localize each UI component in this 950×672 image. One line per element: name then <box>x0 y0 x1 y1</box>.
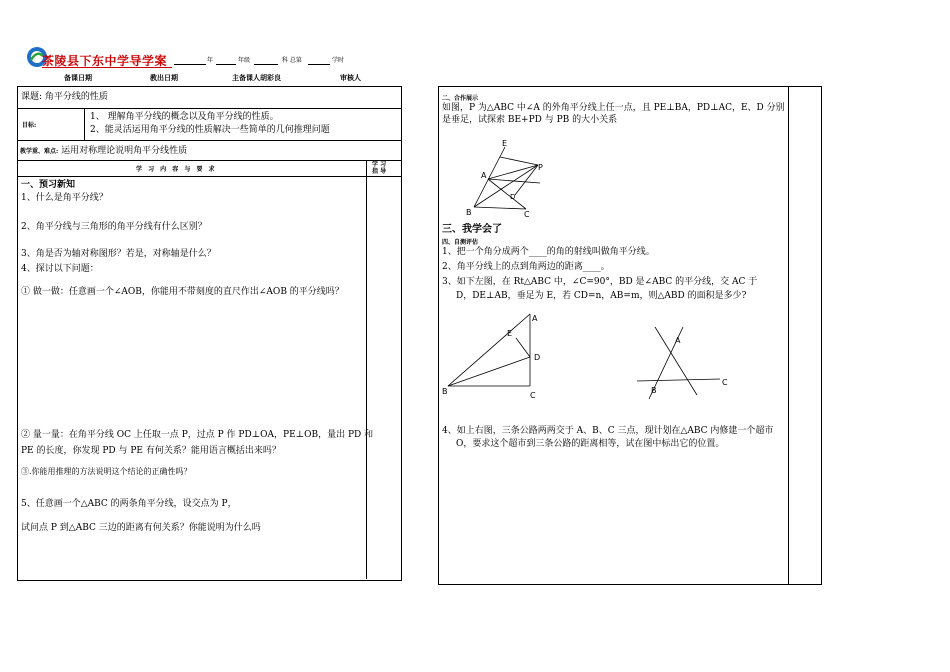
fig1-label-c: C <box>524 210 530 219</box>
subject-label: 科 总第 <box>282 57 302 64</box>
guide-column-header: 学 习 指 导 <box>372 161 387 175</box>
test-4-line2: O，要求这个超市到三条公路的距离相等，试在图中标出它的位置。 <box>456 439 725 449</box>
content-column-header: 学 习 内 容 与 要 求 <box>136 166 217 173</box>
fig2-label-d: D <box>534 353 541 362</box>
year-blank <box>174 64 206 65</box>
figure-3-roads <box>635 325 745 400</box>
question-1: 1、什么是角平分线？ <box>21 193 108 203</box>
goals-label: 目标: <box>22 122 37 129</box>
grade-blank <box>216 64 236 65</box>
question-4-2-line1: ② 量一量：在角平分线 OC 上任取一点 P，过点 P 作 PD⊥OA，PE⊥OB，量出 PD 和 <box>21 430 374 440</box>
fig1-label-e: E <box>502 139 508 148</box>
subject-blank <box>254 64 278 65</box>
school-underline <box>42 67 172 68</box>
period-label: 学时 <box>332 57 345 64</box>
question-3: 3、角是否为轴对称图形？若是，对称轴是什么？ <box>21 249 216 259</box>
test-4-line1: 4、如上右图，三条公路两两交于 A、B、C 三点，现计划在△ABC 内修建一个超市 <box>442 426 774 436</box>
section-4-title: 四、自测评估 <box>442 239 479 246</box>
section-3-title: 三、我学会了 <box>442 224 502 235</box>
fig1-label-p: P <box>538 163 543 172</box>
question-5-line1: 5、任意画一个△ABC 的两条角平分线，设交点为 P， <box>21 499 237 509</box>
teach-date: 教出日期 <box>150 73 178 82</box>
test-3-line1: 3、如下左图，在 Rt△ABC 中，∠C=90°，BD 是∠ABC 的平分线，交 AC 于 <box>442 277 758 287</box>
keypoints: 运用对称理论说明角平分线性质 <box>61 146 188 156</box>
figure-2-right-triangle <box>440 312 544 404</box>
prep-date: 备课日期 <box>64 73 92 82</box>
fig1-label-a: A <box>481 171 487 180</box>
question-4-2-line2: PE 的长度，你发现 PD 与 PE 有何关系？能用语言概括出来吗？ <box>21 446 281 456</box>
fig3-label-b: B <box>651 386 657 395</box>
year-label: 年 <box>207 57 214 64</box>
section-2-line1: 如图，P 为△ABC 中∠A 的外角平分线上任一点，且 PE⊥BA，PD⊥AC，E、D 分别 <box>442 103 785 113</box>
fig2-label-b: B <box>442 387 448 396</box>
figure-1-triangle <box>460 135 570 220</box>
fig2-label-a: A <box>532 314 538 323</box>
question-4-1: ① 做一做：任意画一个∠AOB，你能用不带刻度的直尺作出∠AOB 的平分线吗？ <box>21 287 344 297</box>
author: 主备课人胡彩良 <box>232 73 281 82</box>
question-2: 2、角平分线与三角形的角平分线有什么区别？ <box>21 222 207 232</box>
question-4: 4、探讨以下问题： <box>21 264 99 274</box>
reviewer: 审核人 <box>340 73 361 82</box>
fig2-label-e: E <box>507 329 513 338</box>
test-1: 1、把一个角分成两个____的角的射线叫做角平分线。 <box>442 247 655 257</box>
grade-label: 年级 <box>238 57 251 64</box>
goal-1: 1、 理解角平分线的概念以及角平分线的性质。 <box>90 112 279 122</box>
section-2-title: 二、合作展示 <box>442 95 479 102</box>
section-2-line2: 是垂足，试探索 BE+PD 与 PB 的大小关系 <box>442 115 618 125</box>
fig3-label-c: C <box>722 378 728 387</box>
fig3-label-a: A <box>675 336 681 345</box>
goal-2: 2、能灵活运用角平分线的性质解决一些简单的几何推理问题 <box>90 125 330 135</box>
section-1-title: 一、预习新知 <box>21 180 76 190</box>
period-blank <box>308 64 330 65</box>
test-3-line2: D，DE⊥AB，垂足为 E，若 CD=n，AB=m，则△ABD 的面积是多少? <box>456 291 747 301</box>
fig1-label-b: B <box>466 208 472 217</box>
lesson-topic: 课题: 角平分线的性质 <box>21 92 108 102</box>
fig2-label-c: C <box>530 391 536 400</box>
question-5-line2: 试问点 P 到△ABC 三边的距离有何关系？你能说明为什么吗 <box>21 523 261 533</box>
keypoints-label: 教学重、难点: <box>20 148 59 155</box>
fig1-label-d: D <box>510 193 516 201</box>
test-2: 2、角平分线上的点到角两边的距离____。 <box>442 262 610 272</box>
school-name: 茶陵县下东中学导学案 <box>42 54 168 68</box>
question-4-3: ③.你能用推理的方法说明这个结论的正确性吗？ <box>21 467 192 476</box>
